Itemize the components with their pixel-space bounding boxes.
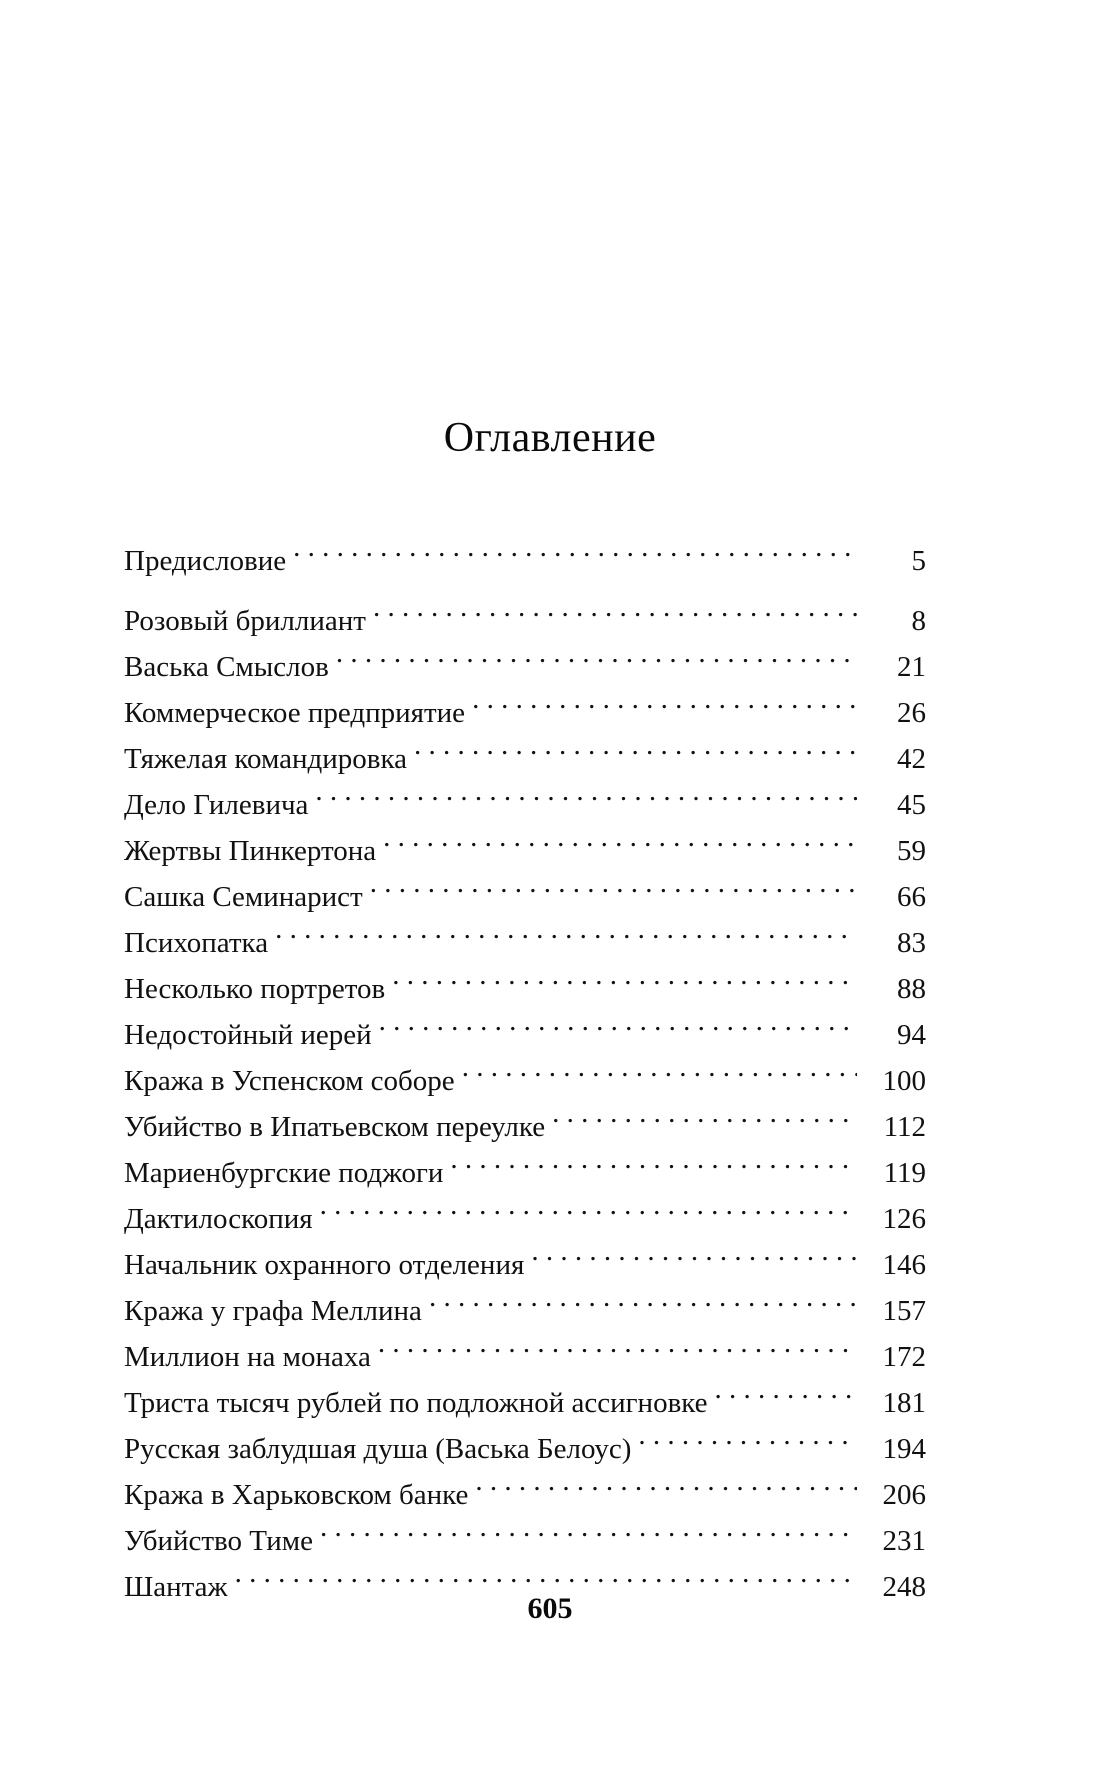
dot-leader xyxy=(450,1152,857,1182)
toc-entry-title: Мариенбургские поджоги xyxy=(124,1157,444,1189)
dot-leader xyxy=(531,1244,857,1274)
toc-entry-title: Розовый бриллиант xyxy=(124,605,366,637)
dot-leader xyxy=(293,540,857,570)
toc-entry-title: Сашка Семинарист xyxy=(124,881,363,913)
toc-entry-page-number: 45 xyxy=(897,789,926,821)
toc-entry[interactable] xyxy=(124,1472,926,1518)
toc-entry-page-number: 126 xyxy=(882,1203,926,1235)
toc-entry-title: Недостойный иерей xyxy=(124,1019,372,1051)
toc-entry-page-number: 8 xyxy=(911,605,926,637)
dot-leader xyxy=(320,1198,857,1228)
toc-entry-page-number: 157 xyxy=(882,1295,926,1327)
toc-entry-page-number: 206 xyxy=(882,1479,926,1511)
toc-entry[interactable] xyxy=(124,1196,926,1242)
toc-entry-title: Несколько портретов xyxy=(124,973,386,1005)
toc-entry[interactable] xyxy=(124,966,926,1012)
toc-entry-title: Дактилоскопия xyxy=(124,1203,313,1235)
toc-entry-page-number: 26 xyxy=(897,697,926,729)
toc-entry[interactable] xyxy=(124,1426,926,1472)
toc-entry-title: Васька Смыслов xyxy=(124,651,329,683)
toc-entry-page-number: 146 xyxy=(882,1249,926,1281)
dot-leader xyxy=(429,1290,857,1320)
toc-entry[interactable] xyxy=(124,874,926,920)
toc-entry[interactable] xyxy=(124,1518,926,1564)
toc-entry[interactable] xyxy=(124,920,926,966)
toc-entry-page-number: 100 xyxy=(882,1065,926,1097)
dot-leader xyxy=(379,1014,857,1044)
toc-entry-title: Русская заблудшая душа (Васька Белоус) xyxy=(124,1433,632,1465)
toc-entry-page-number: 112 xyxy=(883,1111,926,1143)
toc-entry-page-number: 172 xyxy=(882,1341,926,1373)
toc-entry[interactable] xyxy=(124,1012,926,1058)
dot-leader xyxy=(378,1336,857,1366)
toc-entry[interactable] xyxy=(124,828,926,874)
toc-entry-page-number: 42 xyxy=(897,743,926,775)
dot-leader xyxy=(373,600,857,630)
toc-entry-title: Кража в Успенском соборе xyxy=(124,1065,455,1097)
toc-entry-page-number: 88 xyxy=(897,973,926,1005)
toc-entry-title: Психопатка xyxy=(124,927,269,959)
toc-entry-title: Убийство в Ипатьевском переулке xyxy=(124,1111,546,1143)
table-of-contents-list xyxy=(124,538,926,1610)
toc-entry-page-number: 59 xyxy=(897,835,926,867)
toc-entry[interactable] xyxy=(124,1334,926,1380)
dot-leader xyxy=(370,876,857,906)
toc-entry-title: Триста тысяч рублей по подложной ассигновке xyxy=(124,1387,708,1419)
dot-leader xyxy=(638,1428,857,1458)
toc-entry[interactable] xyxy=(124,690,926,736)
dot-leader xyxy=(715,1382,858,1412)
toc-entry-page-number: 21 xyxy=(897,651,926,683)
toc-entry[interactable] xyxy=(124,736,926,782)
toc-entry[interactable] xyxy=(124,1242,926,1288)
toc-entry-page-number: 94 xyxy=(897,1019,926,1051)
toc-entry-title: Кража у графа Меллина xyxy=(124,1295,422,1327)
toc-entry-page-number: 66 xyxy=(897,881,926,913)
toc-entry-page-number: 5 xyxy=(911,545,926,577)
toc-entry[interactable] xyxy=(124,1104,926,1150)
toc-entry-page-number: 83 xyxy=(897,927,926,959)
toc-entry[interactable] xyxy=(124,782,926,828)
dot-leader xyxy=(320,1520,857,1550)
dot-leader xyxy=(472,692,857,722)
toc-entry-title: Убийство Тиме xyxy=(124,1525,314,1557)
toc-entry-page-number: 181 xyxy=(882,1387,926,1419)
dot-leader xyxy=(336,646,857,676)
toc-entry-title: Кража в Харьковском банке xyxy=(124,1479,469,1511)
dot-leader xyxy=(315,784,857,814)
toc-entry-page-number: 231 xyxy=(882,1525,926,1557)
toc-entry-title: Шантаж xyxy=(124,1571,228,1603)
toc-entry[interactable] xyxy=(124,1058,926,1104)
toc-entry-page-number: 248 xyxy=(882,1571,926,1603)
dot-leader xyxy=(383,830,857,860)
toc-entry[interactable] xyxy=(124,1150,926,1196)
toc-entry[interactable] xyxy=(124,598,926,644)
toc-entry[interactable] xyxy=(124,644,926,690)
toc-entry-title: Предисловие xyxy=(124,545,287,577)
toc-entry-page-number: 194 xyxy=(882,1433,926,1465)
toc-entry-title: Жертвы Пинкертона xyxy=(124,835,377,867)
dot-leader xyxy=(552,1106,857,1136)
dot-leader xyxy=(475,1474,857,1504)
dot-leader xyxy=(392,968,857,998)
page-folio-number: 605 xyxy=(527,1592,573,1625)
toc-entry-title: Коммерческое предприятие xyxy=(124,697,466,729)
page-title: Оглавление xyxy=(443,415,657,461)
dot-leader xyxy=(275,922,857,952)
dot-leader xyxy=(462,1060,857,1090)
toc-entry-page-number: 119 xyxy=(883,1157,926,1189)
dot-leader xyxy=(414,738,857,768)
toc-entry-title: Начальник охранного отделения xyxy=(124,1249,525,1281)
toc-entry-title: Миллион на монаха xyxy=(124,1341,371,1373)
toc-entry-title: Тяжелая командировка xyxy=(124,743,408,775)
toc-entry[interactable] xyxy=(124,1288,926,1334)
toc-entry-title: Дело Гилевича xyxy=(124,789,309,821)
toc-entry[interactable] xyxy=(124,1380,926,1426)
toc-entry[interactable] xyxy=(124,538,926,584)
